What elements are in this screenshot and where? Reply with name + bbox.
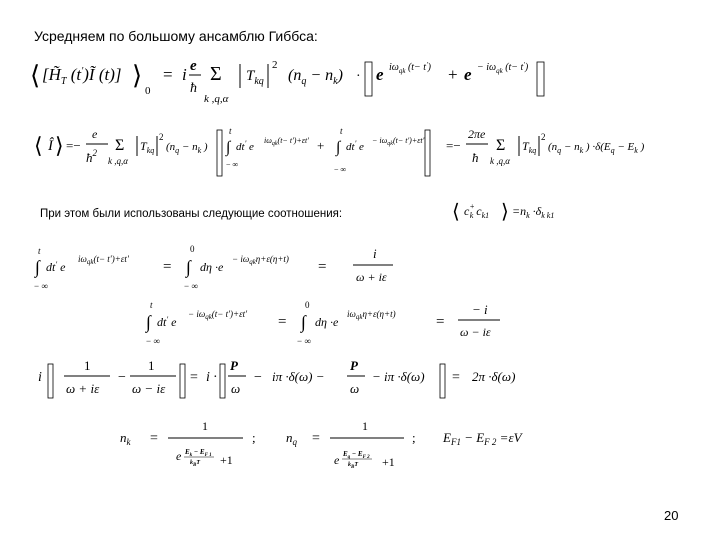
svg-text:ħ: ħ	[190, 81, 197, 96]
formula-distributions	[120, 419, 524, 470]
svg-text:=−: =−	[446, 138, 461, 153]
svg-text:0: 0	[190, 244, 195, 254]
svg-text:e: e	[176, 449, 182, 463]
svg-text:∫: ∫	[146, 312, 151, 332]
svg-text:e: e	[334, 453, 340, 467]
svg-text:∫: ∫	[301, 312, 306, 332]
svg-text:kBT: $k_BT$	[348, 462, 359, 470]
svg-text:ω + iε: ω + iε	[66, 381, 100, 396]
svg-text:nq: $n_q$	[286, 430, 297, 447]
svg-text:i: i	[373, 246, 377, 261]
svg-text:dt' e: dt' e	[157, 315, 177, 329]
svg-text:2: 2	[159, 132, 164, 142]
svg-text:i: i	[182, 65, 187, 84]
svg-text:− i: − i	[472, 302, 488, 317]
formula-delta	[38, 358, 515, 398]
formula-occupation	[452, 201, 554, 223]
svg-text:e: e	[92, 127, 98, 141]
svg-text:iπ ·δ(ω) −: iπ ·δ(ω) −	[272, 369, 325, 384]
formula-integral-minus	[145, 300, 500, 346]
svg-text:ħ: ħ	[472, 150, 479, 165]
svg-text:Eq − EF 2: $E_q - E_{F 2}$	[343, 450, 370, 460]
svg-text:t: t	[38, 246, 41, 256]
svg-text:− ∞: − ∞	[297, 336, 311, 346]
svg-text:− ∞: − ∞	[334, 165, 347, 174]
svg-text:+: +	[448, 65, 458, 84]
svg-text:ω + iε: ω + iε	[356, 270, 387, 284]
svg-text:=−: =−	[66, 138, 81, 153]
svg-text:t: t	[150, 300, 153, 310]
svg-text:2πe: 2πe	[468, 127, 486, 141]
svg-text:=: =	[150, 431, 158, 446]
svg-text:dη ·e: dη ·e	[200, 260, 224, 274]
svg-text:;: ;	[412, 430, 416, 445]
svg-text:2: 2	[272, 59, 278, 71]
svg-text:dη ·e: dη ·e	[315, 315, 339, 329]
formula-integral-plus	[34, 244, 393, 291]
svg-text:ħ2: $ħ^2$	[86, 148, 97, 165]
svg-text:⟨: ⟨	[34, 133, 43, 158]
svg-text:=: =	[436, 314, 445, 330]
svg-text:∫: ∫	[336, 139, 341, 156]
svg-text:dt' e: dt' e	[46, 260, 66, 274]
svg-text:2: 2	[541, 132, 546, 142]
svg-text:∫: ∫	[186, 257, 191, 277]
svg-text:Σ: Σ	[210, 63, 222, 85]
svg-text:ω − iε: ω − iε	[460, 325, 491, 339]
svg-text:P: P	[230, 358, 238, 373]
svg-text:=: =	[163, 259, 172, 275]
svg-text:Tkq: $T_{kq}$	[522, 139, 537, 155]
svg-text:1: 1	[362, 419, 368, 433]
svg-text:nk: $n_k$	[120, 430, 131, 447]
svg-text:1: 1	[84, 358, 91, 373]
svg-text:=: =	[452, 370, 460, 385]
svg-text:Î: Î	[48, 138, 53, 154]
svg-text:=: =	[163, 65, 173, 84]
svg-text:iωqk (t− t'): $i\omega_{qk}$ (t− t')	[389, 61, 431, 75]
svg-text:c+k ck1: c+ k $c_{k1}$	[464, 202, 490, 220]
svg-text:EF1 − EF 2 =εV: $E_{F1} - E_{F 2} =\varepsilon V$	[443, 430, 522, 447]
svg-text:− iωqkη+ε(η+t): − $i\omega_{qk}\eta+\varepsilon(\eta+t)$	[232, 254, 289, 266]
svg-text:P: P	[350, 358, 358, 373]
svg-text:− ∞: − ∞	[184, 281, 198, 291]
page-number: 20	[664, 508, 679, 523]
svg-text:∫: ∫	[226, 139, 231, 156]
svg-text:⟩: ⟩	[55, 133, 64, 158]
svg-text:Σ: Σ	[115, 137, 125, 154]
svg-text:2π ·δ(ω): 2π ·δ(ω)	[472, 369, 516, 384]
svg-text:− iωqk(t− t')+εt': − $i\omega_{qk}(t- t')+\varepsilon t'$	[188, 309, 248, 321]
svg-text:k ,q,α: k ,q,α	[490, 156, 510, 166]
svg-text:=: =	[312, 431, 320, 446]
svg-text:k ,q,α: k ,q,α	[204, 93, 229, 105]
svg-text:+1: +1	[382, 455, 395, 469]
svg-text:1: 1	[148, 358, 155, 373]
svg-text:− ∞: − ∞	[226, 160, 239, 169]
svg-text:− iπ ·δ(ω): − iπ ·δ(ω)	[372, 369, 425, 384]
svg-text:Σ: Σ	[496, 137, 506, 154]
svg-text:dt' e: dt' e	[236, 139, 254, 153]
svg-text:− ∞: − ∞	[146, 336, 160, 346]
svg-text:−: −	[118, 370, 126, 385]
svg-text:e: e	[190, 58, 197, 74]
svg-text:Ek − EF 1: $E_k - E_{F 1}$	[185, 448, 212, 458]
svg-text:·: ·	[356, 69, 361, 84]
svg-text:0: 0	[305, 300, 310, 310]
svg-text:iωqk(t− t')+εt': $i\omega_{qk}(t- t')+\varepsilon t'$	[264, 136, 309, 147]
svg-text:0: 0	[145, 85, 151, 97]
svg-text:∫: ∫	[35, 257, 40, 277]
svg-text:ω: ω	[231, 381, 241, 396]
formula-current	[34, 126, 645, 176]
svg-text:Tkq: $T_{kq}$	[140, 139, 155, 155]
svg-text:ω − iε: ω − iε	[132, 381, 166, 396]
svg-text:(nq − nk ) ·δ(Eq − Ek ): ($n_q - n_k$ ) $\cdot\delta(E_q - E_k$ )	[548, 141, 645, 155]
svg-text:⟨: ⟨	[30, 61, 41, 90]
svg-text:kBT: $k_BT$	[190, 460, 201, 468]
svg-text:− ∞: − ∞	[34, 281, 48, 291]
relations-heading: При этом были использованы следующие соотношения:	[40, 208, 343, 220]
slide-heading: Усредняем по большому ансамблю Гиббса:	[34, 28, 318, 44]
svg-text:e: e	[464, 65, 472, 84]
svg-text:⟩: ⟩	[501, 201, 509, 223]
svg-text:t: t	[340, 126, 343, 136]
svg-text:+1: +1	[220, 453, 233, 467]
svg-text:[H̃T (t')Ĩ (t)]: [$H̃_T$ (t')Ĩ (t)]	[42, 65, 122, 87]
svg-text:=: =	[190, 370, 198, 385]
svg-text:i ·: i ·	[206, 370, 217, 385]
svg-text:(nq − nk): $(n_q - n_k)$	[288, 67, 343, 87]
svg-text:;: ;	[252, 430, 256, 445]
svg-text:t: t	[229, 126, 232, 136]
svg-text:+: +	[317, 138, 325, 153]
svg-text:iωqk(t− t')+εt': $i\omega_{qk}(t- t')+\varepsilon t'$	[78, 254, 129, 266]
svg-text:⟩: ⟩	[132, 61, 143, 90]
svg-text:k ,q,α: k ,q,α	[108, 156, 128, 166]
svg-text:− iωqk (t− t'): − $i\omega_{qk}$ (t− t')	[477, 61, 529, 75]
svg-text:dt' e: dt' e	[346, 139, 364, 153]
formula-ensemble-average	[30, 58, 544, 105]
svg-text:e: e	[376, 65, 384, 84]
svg-text:−: −	[254, 370, 262, 385]
svg-text:iωqkη+ε(η+t): $i\omega_{qk}\eta+\varepsilon(\eta+t)$	[347, 309, 396, 321]
svg-text:⟨: ⟨	[452, 201, 460, 223]
svg-text:=: =	[318, 259, 327, 275]
svg-text:ω: ω	[350, 381, 360, 396]
svg-text:− iωqk(t− t')+εt': − $i\omega_{qk}(t- t')+\varepsilon t'$	[372, 136, 425, 147]
svg-text:1: 1	[202, 419, 208, 433]
svg-text:=nk ·δk k1: $=n_k \cdot\delta_{k k1}$	[512, 204, 555, 220]
svg-text:Tkq: $T_{kq}$	[246, 68, 264, 87]
svg-text:=: =	[278, 314, 287, 330]
svg-text:(nq − nk ): ($n_q - n_k$ )	[166, 141, 208, 155]
svg-text:i: i	[38, 370, 42, 385]
